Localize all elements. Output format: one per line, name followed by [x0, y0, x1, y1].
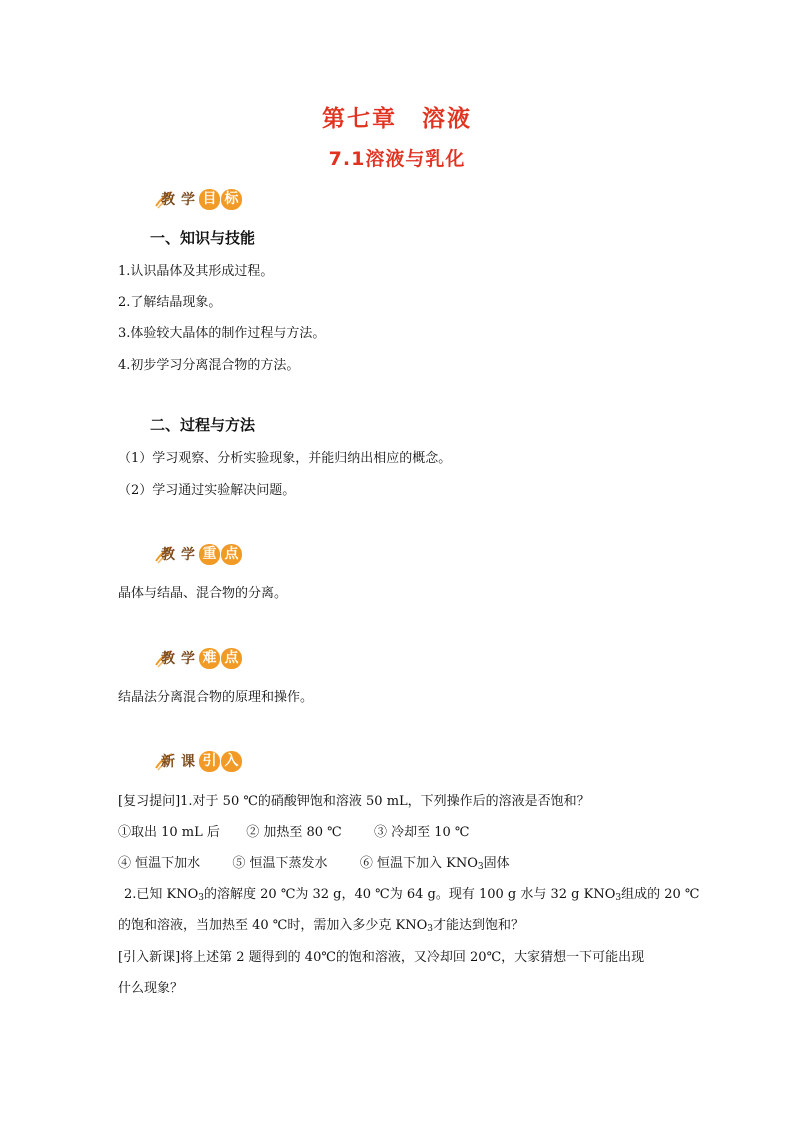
- objective-item: 4.初步学习分离混合物的方法。: [118, 358, 300, 373]
- heading-process-method: 二、过程与方法: [150, 416, 256, 434]
- badge-char: 点: [221, 544, 242, 565]
- option-6: ⑥ 恒温下加入 $KNO_3$固体: [359, 856, 510, 872]
- badge-char: 目: [199, 189, 220, 210]
- option-1: ①取出 10 mL 后: [118, 825, 220, 840]
- review-question-2-line2: 的饱和溶液，当加热至 40 ℃时，需加入多少克 $KNO_3$才能达到饱和？: [118, 918, 524, 934]
- badge-char: 教: [161, 547, 175, 563]
- chapter-title: 第七章 溶液: [322, 106, 472, 132]
- new-lesson-line2: 什么现象？: [118, 981, 184, 996]
- objective-item: 1.认识晶体及其形成过程。: [118, 264, 274, 279]
- badge-char: 学: [181, 651, 195, 667]
- badge-char: 标: [221, 189, 242, 210]
- key-points-badge: [158, 541, 242, 567]
- badge-char: 学: [181, 547, 195, 563]
- badge-char: 难: [199, 648, 220, 669]
- section-title: 7.1溶液与乳化: [328, 148, 466, 170]
- badge-char: 点: [221, 648, 242, 669]
- option-5: ⑤ 恒温下蒸发水: [232, 856, 328, 871]
- review-question-1: [复习提问]1.对于 50 ℃的硝酸钾饱和溶液 50 mL，下列操作后的溶液是否饱和？: [118, 794, 590, 809]
- badge-char: 引: [199, 751, 220, 772]
- badge-char: 入: [221, 751, 242, 772]
- option-2: ② 加热至 80 ℃: [246, 825, 342, 840]
- objective-item: 3.体验较大晶体的制作过程与方法。: [118, 326, 326, 341]
- badge-char: 课: [181, 754, 195, 770]
- badge-char: 教: [161, 192, 175, 208]
- badge-char: 学: [181, 192, 195, 208]
- option-3: ③ 冷却至 10 ℃: [373, 825, 470, 840]
- options-row-2: [118, 852, 510, 872]
- review-question-2-line1: 2.已知 $KNO_3$的溶解度 20 ℃为 32 g，40 ℃为 64 g。现有 100 g 水与 32 g $KNO_3$组成的 20 ℃: [124, 887, 700, 903]
- objective-item: 2.了解结晶现象。: [118, 295, 222, 310]
- badge-char: 教: [161, 651, 175, 667]
- new-lesson-line1: [引入新课]将上述第 2 题得到的 40℃的饱和溶液，又冷却回 20℃，大家猜想一下可能出现: [118, 950, 645, 965]
- options-row-1: [118, 821, 469, 840]
- difficulties-badge: [158, 645, 242, 671]
- difficulties-text: 结晶法分离混合物的原理和操作。: [118, 690, 314, 705]
- process-item: （2）学习通过实验解决问题。: [118, 483, 296, 498]
- process-item: （1）学习观察、分析实验现象，并能归纳出相应的概念。: [118, 451, 452, 466]
- badge-char: 新: [161, 754, 175, 770]
- option-4: ④ 恒温下加水: [118, 856, 201, 871]
- intro-badge: [158, 748, 242, 774]
- objectives-badge: [158, 186, 242, 212]
- heading-knowledge-skills: 一、知识与技能: [150, 229, 256, 247]
- badge-char: 重: [199, 544, 220, 565]
- key-points-text: 晶体与结晶、混合物的分离。: [118, 586, 288, 601]
